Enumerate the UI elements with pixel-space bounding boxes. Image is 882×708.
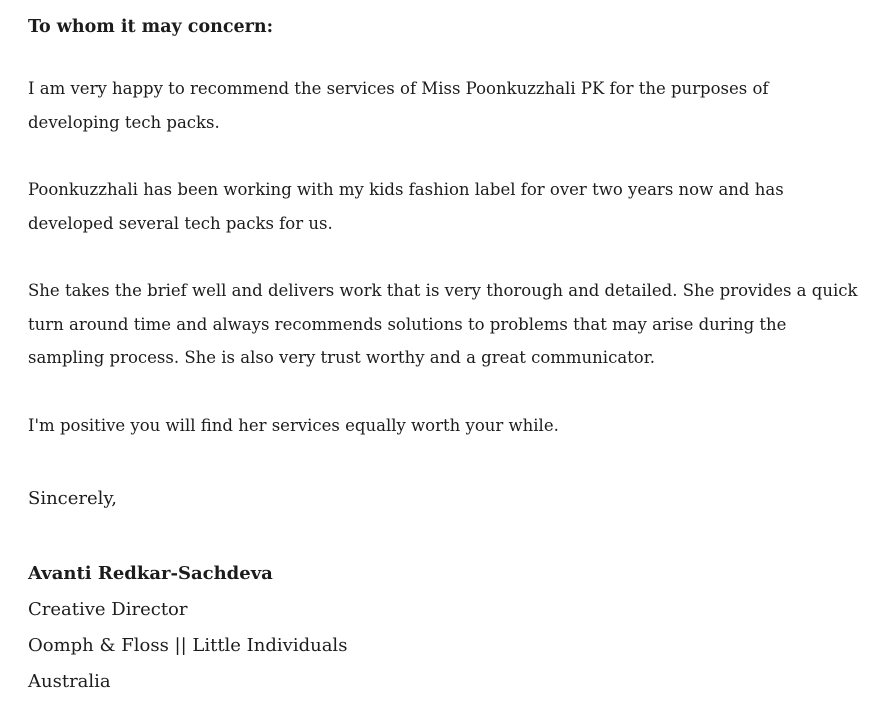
letter-closing: Sincerely, (28, 488, 117, 509)
letter-paragraph-4: I'm positive you will find her services equally worth your while. (28, 416, 559, 435)
letter-paragraph-2: Poonkuzzhali has been working with my kids fashion label for over two years now and has developed several tech packs for us. (28, 180, 784, 233)
signature-name: Avanti Redkar-Sachdeva (28, 563, 273, 584)
signature-title: Creative Director (28, 599, 188, 620)
signature-location: Australia (28, 671, 111, 692)
signature-block (28, 556, 347, 700)
letter-paragraph-3: She takes the brief well and delivers work that is very thorough and detailed. She provides a quick turn around time and always recommends solutions to problems that may arise during the sampling process. She is also very trust worthy and a great communicator. (28, 281, 858, 368)
letter-paragraph-1: I am very happy to recommend the services of Miss Poonkuzzhali PK for the purposes of developing tech packs. (28, 79, 769, 132)
letter-salutation: To whom it may concern: (28, 17, 274, 37)
signature-company: Oomph & Floss || Little Individuals (28, 635, 348, 656)
